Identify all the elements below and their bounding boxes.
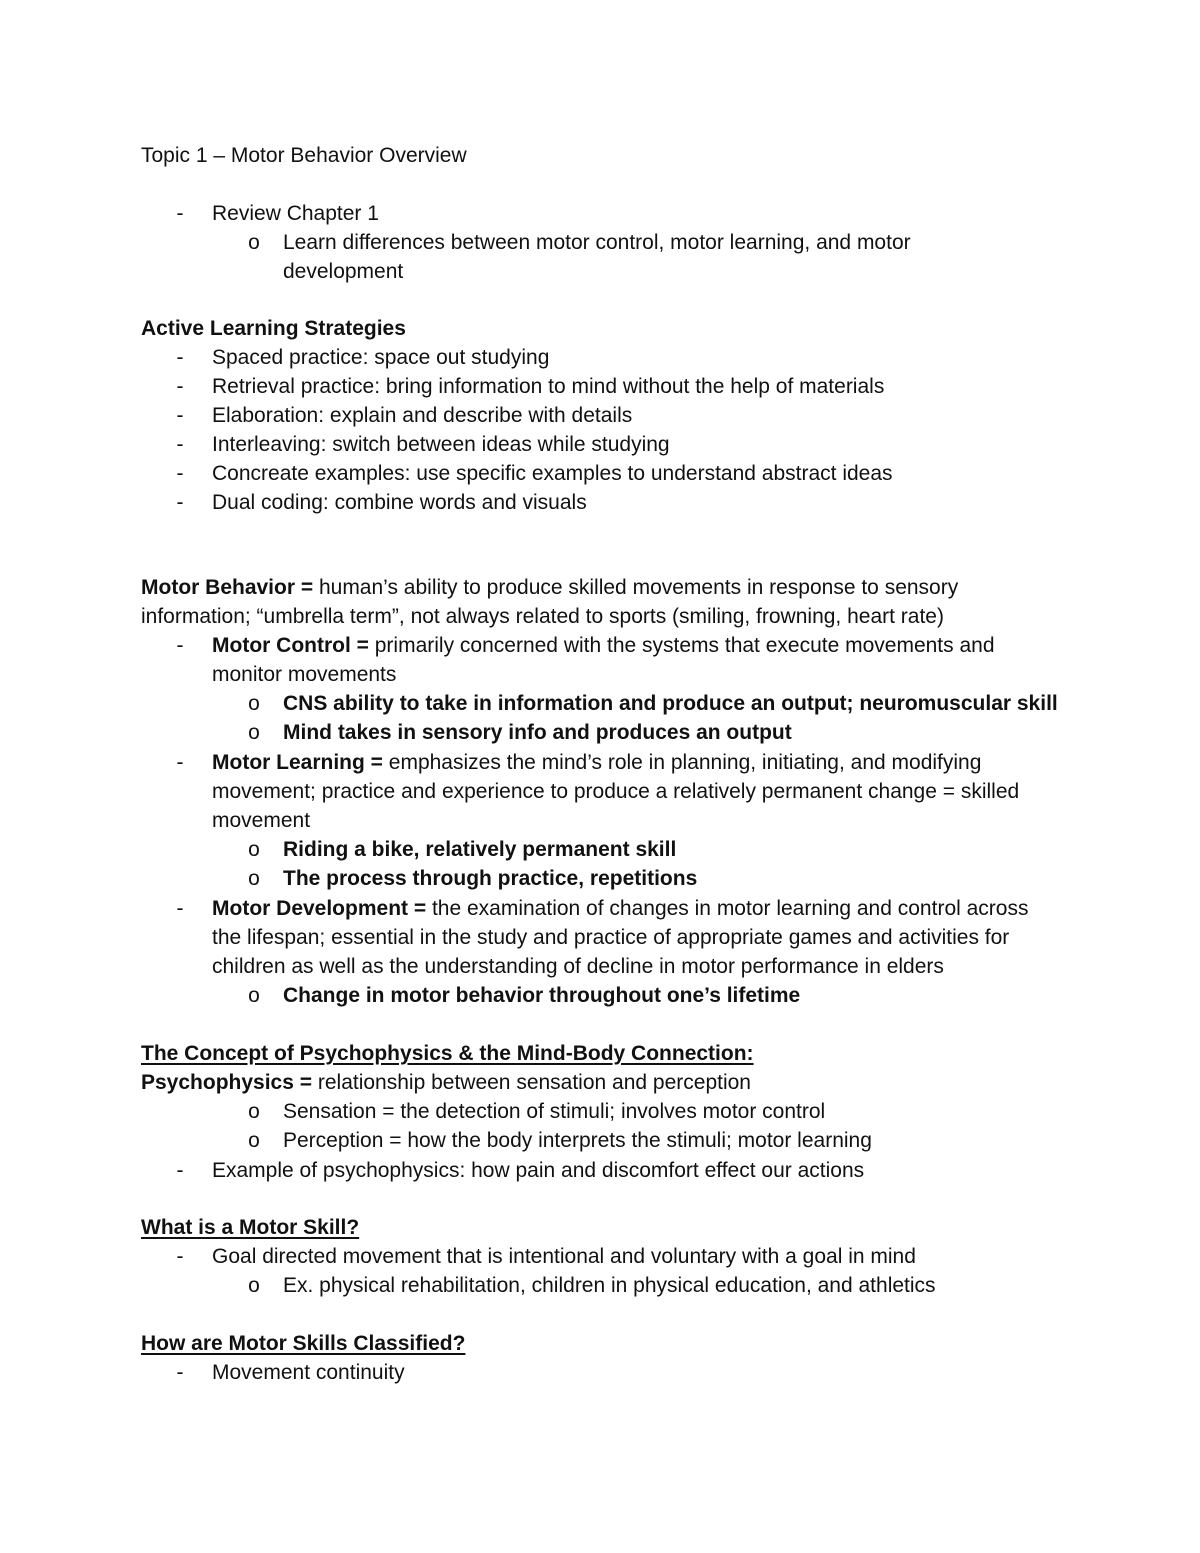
sub-item: Ex. physical rehabilitation, children in physical education, and athletics (283, 1274, 936, 1297)
dash-bullet: - (176, 404, 184, 427)
sub-item: Perception = how the body interprets the stimuli; motor learning (283, 1129, 872, 1152)
list-item-example: Example of psychophysics: how pain and discomfort effect our actions (212, 1159, 865, 1182)
list-item: Interleaving: switch between ideas while studying (212, 433, 670, 456)
list-item: Movement continuity (212, 1361, 405, 1384)
circle-bullet: o (248, 838, 260, 861)
list-item: Retrieval practice: bring information to mind without the help of materials (212, 375, 885, 398)
list-item: Concreate examples: use specific examples to understand abstract ideas (212, 462, 893, 485)
motor-learning-definition-line3: movement (212, 809, 311, 832)
sub-item: Sensation = the detection of stimuli; involves motor control (283, 1100, 826, 1123)
term-motor-control: Motor Control = (212, 634, 369, 657)
dash-bullet: - (176, 375, 184, 398)
sub-item-review-line2: development (283, 260, 404, 283)
sub-item-bold: CNS ability to take in information and produce an output; neuromuscular skill (283, 692, 1058, 715)
term-motor-development: Motor Development = (212, 897, 427, 920)
motor-learning-definition-line2: movement; practice and experience to produce a relatively permanent change = skilled (212, 780, 1020, 803)
term-psychophysics: Psychophysics = (141, 1071, 313, 1094)
dash-bullet: - (176, 202, 184, 225)
motor-control-definition-line2: monitor movements (212, 663, 397, 686)
dash-bullet: - (176, 491, 184, 514)
circle-bullet: o (248, 867, 260, 890)
list-item: Dual coding: combine words and visuals (212, 491, 587, 514)
dash-bullet: - (176, 634, 184, 657)
section-heading-motor-skill: What is a Motor Skill? (141, 1216, 360, 1239)
dash-bullet: - (176, 897, 184, 920)
dash-bullet: - (176, 1245, 184, 1268)
sub-item-review-line1: Learn differences between motor control, motor learning, and motor (283, 231, 911, 254)
dash-bullet: - (176, 1361, 184, 1384)
circle-bullet: o (248, 231, 260, 254)
circle-bullet: o (248, 721, 260, 744)
dash-bullet: - (176, 1159, 184, 1182)
dash-bullet: - (176, 433, 184, 456)
definition-text: relationship between sensation and perception (312, 1071, 751, 1094)
dash-bullet: - (176, 346, 184, 369)
list-item: Goal directed movement that is intentional and voluntary with a goal in mind (212, 1245, 916, 1268)
definition-text: primarily concerned with the systems that execute movements and (368, 634, 995, 657)
circle-bullet: o (248, 984, 260, 1007)
sub-item-bold: Riding a bike, relatively permanent skill (283, 838, 677, 861)
psychophysics-definition (141, 1068, 751, 1097)
definition-text: emphasizes the mind’s role in planning, initiating, and modifying (382, 751, 982, 774)
section-heading-strategies: Active Learning Strategies (141, 317, 406, 340)
dash-bullet: - (176, 751, 184, 774)
motor-development-definition (212, 894, 1028, 923)
page-title: Topic 1 – Motor Behavior Overview (141, 144, 467, 167)
circle-bullet: o (248, 1129, 260, 1152)
motor-development-definition-line2: the lifespan; essential in the study and practice of appropriate games and activities for (212, 926, 1010, 949)
list-item: Spaced practice: space out studying (212, 346, 550, 369)
definition-text: the examination of changes in motor learning and control across (426, 897, 1029, 920)
term-motor-behavior: Motor Behavior = (141, 576, 314, 599)
circle-bullet: o (248, 1100, 260, 1123)
motor-behavior-definition (141, 573, 958, 602)
sub-item-bold: The process through practice, repetitions (283, 867, 698, 890)
motor-learning-definition (212, 748, 981, 777)
circle-bullet: o (248, 1274, 260, 1297)
sub-item-bold: Change in motor behavior throughout one’s lifetime (283, 984, 801, 1007)
term-motor-learning: Motor Learning = (212, 751, 383, 774)
sub-item-bold: Mind takes in sensory info and produces an output (283, 721, 792, 744)
circle-bullet: o (248, 692, 260, 715)
motor-control-definition (212, 631, 995, 660)
section-heading-classified: How are Motor Skills Classified? (141, 1332, 466, 1355)
motor-behavior-definition-line2: information; “umbrella term”, not always related to sports (smiling, frowning, heart rate) (141, 605, 944, 628)
section-heading-psychophysics: The Concept of Psychophysics & the Mind-Body Connection: (141, 1042, 754, 1065)
list-item-review: Review Chapter 1 (212, 202, 379, 225)
dash-bullet: - (176, 462, 184, 485)
definition-text: human’s ability to produce skilled movements in response to sensory (313, 576, 959, 599)
motor-development-definition-line3: children as well as the understanding of decline in motor performance in elders (212, 955, 944, 978)
list-item: Elaboration: explain and describe with details (212, 404, 633, 427)
